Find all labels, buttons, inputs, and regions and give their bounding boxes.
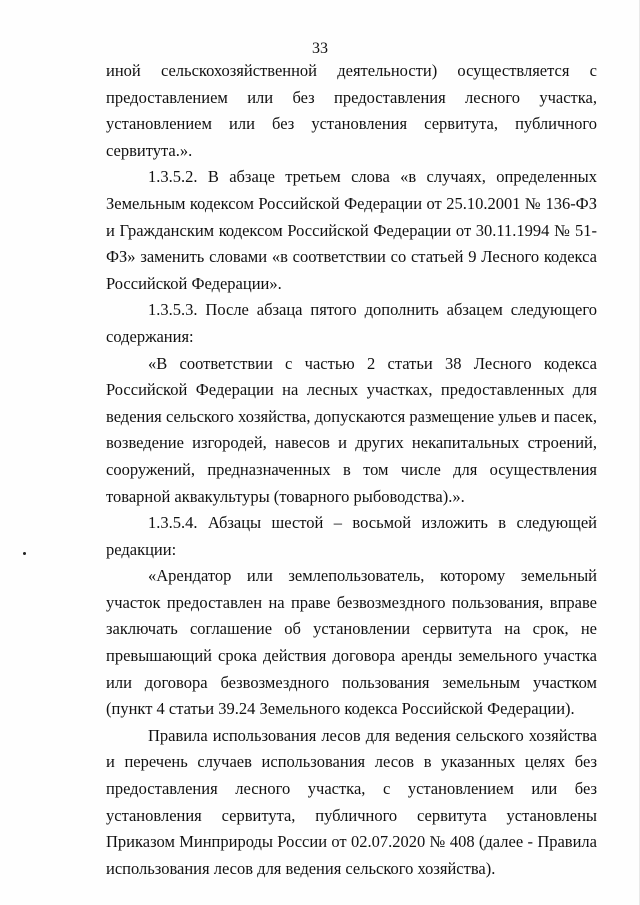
paragraph-continuation: иной сельскохозяйственной деятельности) осуществляется с предоставлением или без предоставления лесного участка, установлением или без установления сервитута, публичного сервитута.».	[106, 61, 597, 160]
paragraph-1-3-5-3: 1.3.5.3. После абзаца пятого дополнить абзацем следующего содержания:	[106, 300, 597, 346]
page-number: 33	[312, 40, 328, 57]
margin-dot	[23, 552, 26, 555]
body-text	[106, 58, 597, 882]
paragraph-rules: Правила использования лесов для ведения сельского хозяйства и перечень случаев использования лесов в указанных целях без предоставления лесного участка, с установлением или без установления сервитута, публичного сервитута установлены Приказом Минприроды России от 02.07.2020 № 408 (далее - Правила использования лесов для ведения сельского хозяйства).	[106, 725, 597, 878]
paragraph-1-3-5-4: 1.3.5.4. Абзацы шестой – восьмой изложить в следующей редакции:	[106, 513, 597, 559]
paragraph-1-3-5-2: 1.3.5.2. В абзаце третьем слова «в случаях, определенных Земельным кодексом Российской Федерации от 25.10.2001 № 136-ФЗ и Гражданским кодексом Российской Федерации от 30.11.1994 № 51-ФЗ» заменить словами «в соответствии со статьей 9 Лесного кодекса Российской Федерации».	[106, 167, 597, 293]
paragraph-quote-article-38: «В соответствии с частью 2 статьи 38 Лесного кодекса Российской Федерации на лесных участках, предоставленных для ведения сельского хозяйства, допускаются размещение ульев и пасек, возведение изгородей, навесов и других некапитальных строений, сооружений, предназначенных в том числе для осуществления товарной аквакультуры (товарного рыбоводства).».	[106, 353, 597, 506]
paragraph-quote-servitude: «Арендатор или землепользователь, которому земельный участок предоставлен на праве безвозмездного пользования, вправе заключать соглашение об установлении сервитута на срок, не превышающий срока действия договора аренды земельного участка или договора безвозмездного пользования земельным участком (пункт 4 статьи 39.24 Земельного кодекса Российской Федерации).	[106, 566, 597, 719]
